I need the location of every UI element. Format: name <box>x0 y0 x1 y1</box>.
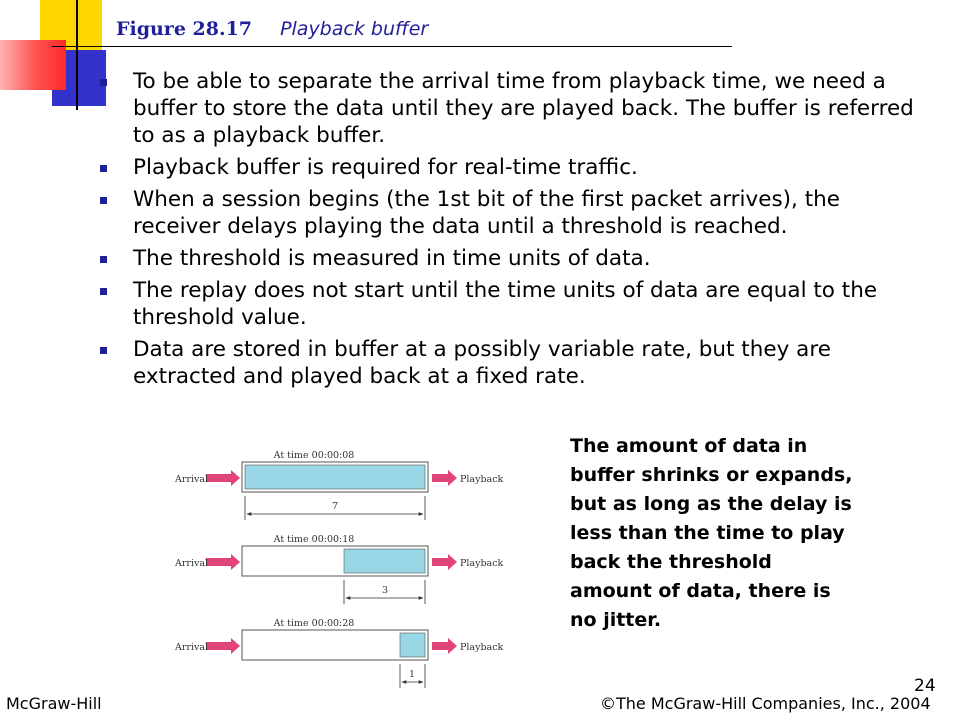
bullet-text: The threshold is measured in time units of data. <box>133 246 651 271</box>
arrival-label: Arrival <box>175 558 209 569</box>
buffer-data-fill <box>400 633 425 657</box>
decor-vertical-line <box>76 0 78 110</box>
arrival-label: Arrival <box>175 642 209 653</box>
buffer-amount-label: 1 <box>408 669 416 680</box>
bullet-list <box>96 68 916 395</box>
playback-buffer-diagram <box>174 444 534 696</box>
bullet-item <box>96 68 916 149</box>
decor-red-gradient <box>0 40 66 90</box>
panel-time-label: At time 00:00:18 <box>273 534 355 545</box>
bullet-text: Playback buffer is required for real-time traffic. <box>133 155 638 180</box>
bullet-item <box>96 277 916 331</box>
arrival-arrow-icon <box>206 470 240 486</box>
figure-number: Figure 28.17 <box>116 18 253 40</box>
bullet-square-icon <box>100 79 107 86</box>
footer-publisher: McGraw-Hill <box>6 694 102 713</box>
buffer-amount-label: 7 <box>331 501 339 512</box>
bullet-text: Data are stored in buffer at a possibly variable rate, but they are extracted and played back at a fixed rate. <box>133 337 831 389</box>
playback-arrow-icon <box>432 554 457 570</box>
buffer-data-fill <box>344 549 425 573</box>
bullet-text: The replay does not start until the time units of data are equal to the threshold value. <box>133 278 878 330</box>
bullet-square-icon <box>100 288 107 295</box>
playback-buffer-figure <box>174 444 534 696</box>
playback-arrow-icon <box>432 638 457 654</box>
panel-time-label: At time 00:00:08 <box>273 450 355 461</box>
bullet-item <box>96 336 916 390</box>
playback-arrow-icon <box>432 470 457 486</box>
footer-copyright: ©The McGraw-Hill Companies, Inc., 2004 <box>600 694 931 713</box>
side-note: The amount of data in buffer shrinks or expands, but as long as the delay is less than the time to play back the threshold amount of data, there is no jitter. <box>570 435 853 631</box>
playback-label: Playback <box>460 558 504 569</box>
arrival-arrow-icon <box>206 554 240 570</box>
bullet-square-icon <box>100 165 107 172</box>
playback-label: Playback <box>460 474 504 485</box>
bullet-text: When a session begins (the 1st bit of the first packet arrives), the receiver delays playing the data until a threshold is reached. <box>133 187 840 239</box>
bullet-item <box>96 245 916 272</box>
buffer-panel-3 <box>174 618 504 688</box>
slide-number: 24 <box>914 676 936 696</box>
buffer-data-fill <box>245 465 425 489</box>
bullet-square-icon <box>100 347 107 354</box>
bullet-item <box>96 154 916 181</box>
buffer-panel-1 <box>174 450 504 520</box>
bullet-text: To be able to separate the arrival time from playback time, we need a buffer to store the data until they are played back. The buffer is referred to as a playback buffer. <box>133 69 914 148</box>
arrival-arrow-icon <box>206 638 240 654</box>
decor-horizontal-line <box>52 46 732 47</box>
buffer-amount-label: 3 <box>381 585 389 596</box>
panel-time-label: At time 00:00:28 <box>273 618 355 629</box>
playback-label: Playback <box>460 642 504 653</box>
bullet-item <box>96 186 916 240</box>
bullet-square-icon <box>100 256 107 263</box>
page-title <box>116 18 428 40</box>
bullet-square-icon <box>100 197 107 204</box>
buffer-panel-2 <box>174 534 504 604</box>
arrival-label: Arrival <box>175 474 209 485</box>
figure-caption: Playback buffer <box>280 18 429 40</box>
